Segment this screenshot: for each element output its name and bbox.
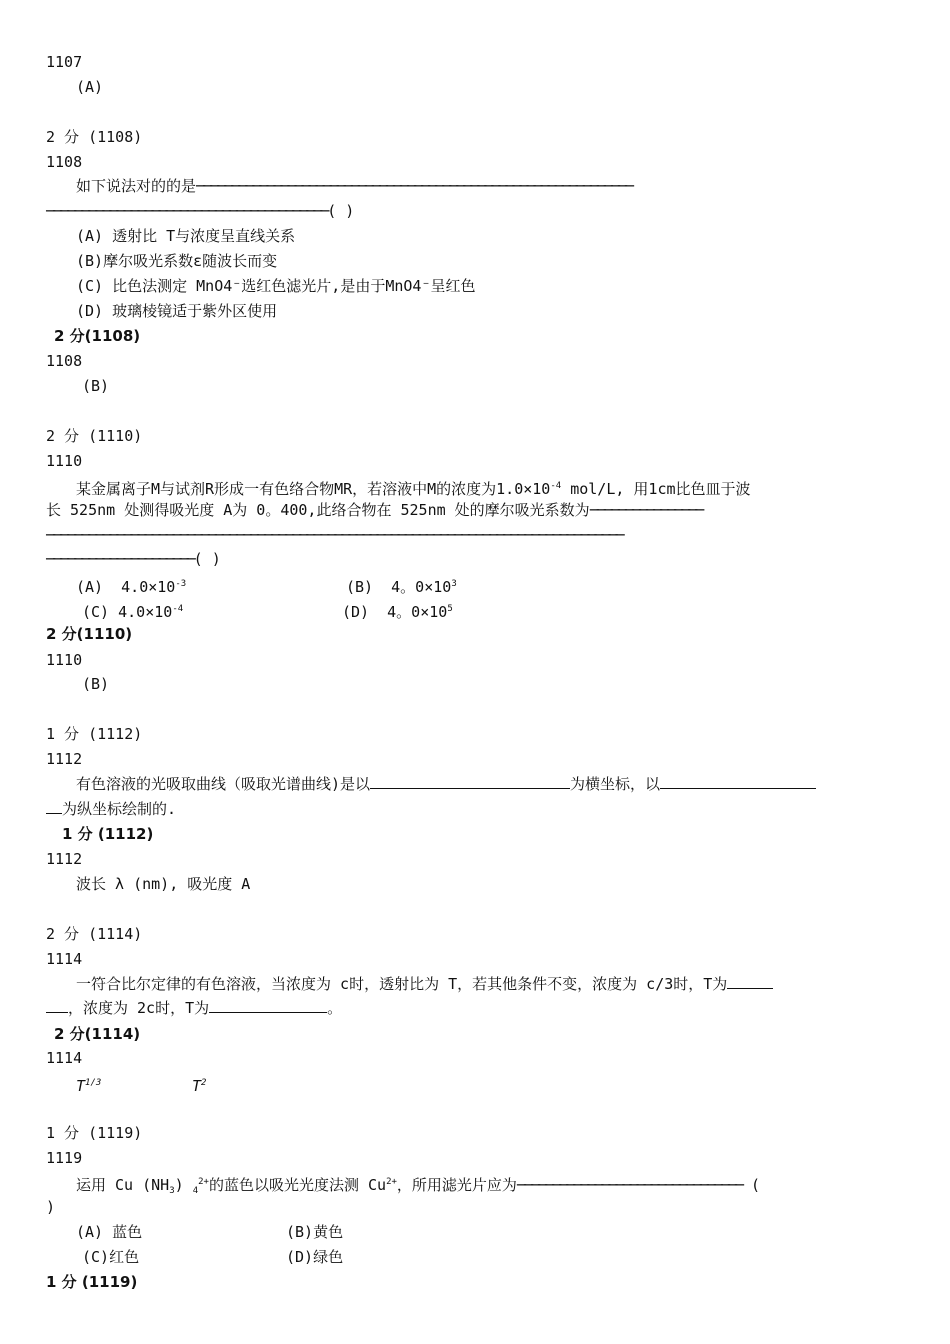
stem-continuation bbox=[46, 998, 342, 1018]
stem-text: 如下说法对的的是 bbox=[76, 177, 197, 195]
stem-dash-fill: ──────────────── bbox=[589, 501, 703, 519]
question-header: 2 分 (1110) bbox=[46, 427, 143, 445]
answer-1 bbox=[76, 1073, 101, 1096]
option-a: (A) 透射比 T与浓度呈直线关系 bbox=[76, 227, 296, 245]
blank-2 bbox=[209, 998, 327, 1013]
exponent: -4 bbox=[550, 481, 562, 491]
question-header: 1 分 (1112) bbox=[46, 725, 143, 743]
stem-text: 一符合比尔定律的有色溶液，当浓度为 c时，透射比为 T，若其他条件不变，浓度为 c/3时，T为 bbox=[76, 975, 728, 993]
answer-text: (B) bbox=[82, 377, 110, 395]
subscript: 4 bbox=[192, 1186, 199, 1196]
stem-continuation bbox=[46, 549, 221, 569]
answer-number: 1112 bbox=[46, 850, 83, 868]
question-number: 1119 bbox=[46, 1149, 83, 1167]
option-a: (A) 蓝色 bbox=[76, 1223, 143, 1241]
stem-text: ) bbox=[174, 1176, 193, 1194]
option-label: (D) bbox=[342, 603, 370, 621]
exponent: 1/3 bbox=[85, 1078, 102, 1088]
stem-text: 。 bbox=[327, 999, 343, 1017]
blank-2 bbox=[660, 774, 816, 789]
option-b: (B)黄色 bbox=[286, 1223, 344, 1241]
blank-1 bbox=[727, 974, 773, 989]
answer-paren-close: ) bbox=[46, 1198, 56, 1216]
option-c: (C) 比色法测定 MnO4⁻选红色滤光片,是由于MnO4⁻呈红色 bbox=[76, 277, 476, 295]
stem-continuation bbox=[46, 201, 354, 221]
exponent: 3 bbox=[451, 579, 457, 589]
answer-symbol: T bbox=[192, 1077, 202, 1095]
answer-header: 2 分(1110) bbox=[46, 625, 133, 643]
answer-number: 1114 bbox=[46, 1049, 83, 1067]
stem-dash-fill: ───────────────────── bbox=[46, 550, 194, 568]
answer-number: 1108 bbox=[46, 352, 83, 370]
question-number: 1107 bbox=[46, 53, 83, 71]
blank-2-cont bbox=[46, 799, 62, 814]
option-label: (C) bbox=[82, 603, 110, 621]
answer-header: 1 分 (1119) bbox=[46, 1273, 138, 1291]
question-number: 1108 bbox=[46, 153, 83, 171]
exponent: -4 bbox=[172, 604, 184, 614]
exponent: 5 bbox=[447, 604, 453, 614]
stem-text: 的蓝色以吸光光度法测 Cu bbox=[208, 1176, 387, 1194]
answer-paren: ( bbox=[750, 1176, 760, 1194]
question-header: 2 分 (1114) bbox=[46, 925, 143, 943]
option-label: (A) bbox=[76, 578, 104, 596]
subscript: 3 bbox=[169, 1186, 175, 1196]
option-d bbox=[342, 599, 453, 622]
stem-text: 长 525nm 处测得吸光度 A为 0。400,此络合物在 525nm 处的摩尔吸光系数为 bbox=[46, 501, 590, 519]
question-number: 1112 bbox=[46, 750, 83, 768]
stem-text: ，所用滤光片应为 bbox=[396, 1176, 517, 1194]
option-value: 4。0×10 bbox=[391, 578, 452, 596]
answer-text: 波长 λ (nm), 吸光度 A bbox=[76, 875, 251, 893]
option-c bbox=[82, 599, 183, 622]
stem-text: 运用 Cu (NH bbox=[76, 1176, 170, 1194]
option-label: (B) bbox=[346, 578, 374, 596]
option-value: 4.0×10 bbox=[118, 603, 173, 621]
option-d: (D)绿色 bbox=[286, 1248, 344, 1266]
option-value: 4。0×10 bbox=[387, 603, 448, 621]
superscript: 2+ bbox=[198, 1177, 209, 1187]
question-stem bbox=[76, 974, 773, 994]
answer-text: (B) bbox=[82, 675, 110, 693]
stem-text: ，浓度为 2c时，T为 bbox=[68, 999, 210, 1017]
answer-paren: ( ) bbox=[193, 550, 221, 568]
blank-1-cont bbox=[46, 998, 68, 1013]
option-d: (D) 玻璃棱镜适于紫外区使用 bbox=[76, 302, 278, 320]
stem-text: 有色溶液的光吸取曲线（吸取光谱曲线)是以 bbox=[76, 775, 371, 793]
answer-symbol: T bbox=[76, 1077, 86, 1095]
question-stem bbox=[76, 1172, 760, 1201]
superscript: 2+ bbox=[386, 1177, 397, 1187]
stem-text: 为纵坐标绘制的. bbox=[62, 800, 177, 818]
option-c: (C)红色 bbox=[82, 1248, 140, 1266]
blank-1 bbox=[370, 774, 570, 789]
stem-text: 某金属离子M与试剂R形成一有色络合物MR，若溶液中M的浓度为1.0×10 bbox=[76, 480, 551, 498]
stem-dash-fill: ──────────────────────────────── bbox=[516, 1176, 742, 1194]
option-value: 4.0×10 bbox=[121, 578, 176, 596]
answer-text: (A) bbox=[76, 78, 104, 96]
stem-continuation bbox=[46, 799, 176, 819]
answer-paren: ( ) bbox=[327, 202, 355, 220]
stem-dash-fill: ────────────────────────────────────────────────────────────── bbox=[196, 177, 632, 195]
stem-text: 为横坐标，以 bbox=[570, 775, 661, 793]
answer-header: 2 分(1114) bbox=[54, 1025, 141, 1043]
answer-header: 2 分(1108) bbox=[54, 327, 141, 345]
question-number: 1114 bbox=[46, 950, 83, 968]
answer-2 bbox=[192, 1073, 206, 1096]
option-b bbox=[346, 574, 457, 597]
answer-header: 1 分 (1112) bbox=[62, 825, 154, 843]
option-b: (B)摩尔吸光系数ε随波长而变 bbox=[76, 252, 278, 270]
question-header: 1 分 (1119) bbox=[46, 1124, 143, 1142]
stem-continuation bbox=[46, 500, 702, 520]
stem-continuation bbox=[46, 525, 623, 545]
question-header: 2 分 (1108) bbox=[46, 128, 143, 146]
option-a bbox=[76, 574, 186, 597]
stem-text: mol/L, 用1cm比色皿于波 bbox=[561, 480, 751, 498]
stem-dash-fill: ──────────────────────────────────────── bbox=[46, 202, 328, 220]
question-stem bbox=[76, 476, 751, 499]
question-stem bbox=[76, 774, 816, 794]
answer-number: 1110 bbox=[46, 651, 83, 669]
question-number: 1110 bbox=[46, 452, 83, 470]
stem-dash-fill: ────────────────────────────────────────────────────────────────────────────────── bbox=[46, 526, 623, 544]
exponent: -3 bbox=[175, 579, 187, 589]
exponent: 2 bbox=[201, 1078, 207, 1088]
question-stem bbox=[76, 176, 632, 196]
